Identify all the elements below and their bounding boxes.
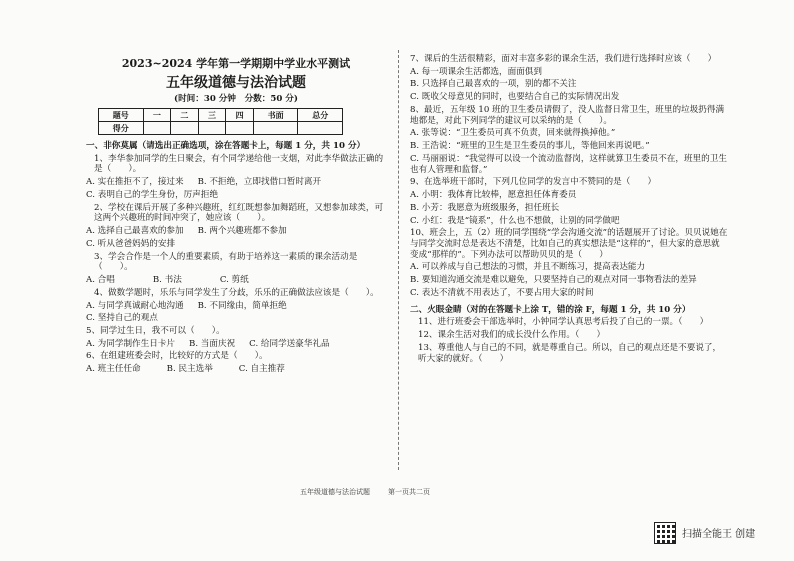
score-cell-empty xyxy=(298,121,343,134)
option-c: C. 听从爸爸妈妈的安排 xyxy=(86,238,176,249)
score-cell: 得分 xyxy=(99,121,144,134)
score-cell-empty xyxy=(171,121,199,134)
question-2: 2、学校在课后开展了多种兴趣班，红红既想参加舞蹈班，又想参加球类，可这两个兴趣班的时间冲突了，她应该（ ）。 xyxy=(94,202,384,224)
option-c: C. 给同学送豪华礼品 xyxy=(249,338,330,349)
question-4: 4、做数学题时，乐乐与同学发生了分歧，乐乐的正确做法应该是（ ）。 xyxy=(94,287,379,298)
option-c: C. 表达不清就不用表达了，不要占用大家的时间 xyxy=(410,287,594,298)
left-column xyxy=(86,57,386,375)
option-c: C. 表明自己的学生身份，厉声拒绝 xyxy=(86,189,219,200)
option-b: B. 王浩说：“班里的卫生是卫生委员的事儿，等他回来再说吧。” xyxy=(410,141,650,152)
question-13: 13、尊重他人与自己的不同，就是尊重自己。所以，自己的观点还是不要说了，听大家的就好。（ ） xyxy=(418,342,722,364)
section-heading: 一、非你莫属（请选出正确选项，涂在答题卡上，每题 1 分，共 10 分） xyxy=(86,140,366,151)
option-a: A. 选择自己最喜欢的参加 xyxy=(86,226,184,237)
footer-page-number: 第一页共二页 xyxy=(388,488,430,496)
question-10: 10、班会上，五（2）班的同学围绕“学会沟通交流”的话题展开了讨论。贝贝说她在与同学交流时总是表达不清楚，比如自己的真实想法是“这样的”，但大家的意思就变成“那样的”。下列办法可以帮助贝贝的是（ ） xyxy=(410,228,728,260)
option-b: B. 不同缘由，简单拒绝 xyxy=(197,300,287,311)
question-1-options xyxy=(86,177,386,188)
score-cell: 四 xyxy=(226,108,254,121)
score-cell-empty xyxy=(253,121,298,134)
qr-code-icon xyxy=(654,522,676,544)
question-1: 1、李华参加同学的生日聚会，有个同学递给他一支烟，对此李华做法正确的是（ ）。 xyxy=(94,153,384,175)
score-cell-empty xyxy=(198,121,226,134)
question-9: 9、在选举班干部时，下列几位同学的发言中不赞同的是（ ） xyxy=(410,177,657,188)
right-column xyxy=(410,52,728,364)
option-b: B. 当面庆祝 xyxy=(189,338,236,349)
question-12: 12、课余生活对我们的成长没什么作用。（ ） xyxy=(418,330,606,341)
score-cell: 三 xyxy=(198,108,226,121)
exam-title: 2023~2024 学年第一学期期中学业水平测试 xyxy=(121,57,351,70)
question-3: 3、学会合作是一个人的重要素质，有助于培养这一素质的课余活动是（ ）。 xyxy=(94,251,358,273)
option-a: A. 为同学制作生日卡片 xyxy=(86,338,176,349)
question-5: 5、同学过生日，我不可以（ ）。 xyxy=(86,326,225,336)
question-6: 6、在组建班委会时，比较好的方式是（ ）。 xyxy=(86,351,268,362)
subject-title: 五年级道德与法治试题 xyxy=(166,74,306,91)
option-a: A. 每一项课余生活都选，面面俱到 xyxy=(410,66,542,77)
question-7: 7、课后的生活很精彩，面对丰富多彩的课余生活，我们进行选择时应该（ ） xyxy=(410,54,717,64)
option-c: C. 马丽丽说：“我觉得可以设一个流动监督岗，这样就算卫生委员不在，班里的卫生也有人管理和监督。” xyxy=(410,153,727,175)
score-cell: 二 xyxy=(171,108,199,121)
score-cell: 题号 xyxy=(99,108,144,121)
option-a: A. 合唱 xyxy=(86,275,115,286)
score-cell-empty xyxy=(143,121,171,134)
option-a: A. 张等说：“卫生委员可真不负责，回来就得换掉他。” xyxy=(410,128,616,139)
option-b: B. 不拒绝，立即找借口暂时离开 xyxy=(197,177,322,188)
option-a: A. 实在推拒不了，接过来 xyxy=(86,177,184,188)
option-c: C. 自主推荐 xyxy=(238,364,285,375)
option-c: C. 小红：我是“镜系”，什么也不想做，让别的同学做吧 xyxy=(410,215,620,226)
page-footer xyxy=(300,487,430,497)
score-table-header-row xyxy=(99,108,343,121)
question-4-options xyxy=(86,301,386,312)
question-8: 8、最近，五年级 10 班的卫生委员请假了，没人监督日常卫生，班里的垃圾扔得满地都是，对此下列同学的建议可以采纳的是（ ）。 xyxy=(410,104,725,126)
question-5-options xyxy=(86,339,386,350)
option-c: C. 既收父母意见的同时，也要结合自己的实际情况出发 xyxy=(410,92,620,103)
option-b: B. 只选择自己最喜欢的一项，别的都不关注 xyxy=(410,79,577,90)
score-table xyxy=(98,108,343,135)
option-a: A. 小明：我体育比较棒，愿意担任体育委员 xyxy=(410,190,577,201)
exam-meta: (时间：30 分钟 分数：50 分) xyxy=(174,94,298,105)
score-table-score-row xyxy=(99,121,343,134)
score-cell-empty xyxy=(226,121,254,134)
option-b: B. 小芳：我愿意为班级服务，担任班长 xyxy=(410,202,560,213)
option-b: B. 书法 xyxy=(152,275,182,286)
option-b: B. 要知道沟通交流是难以避免，只要坚持自己的观点对同一事物看法的差异 xyxy=(410,275,697,286)
option-a: A. 与同学真诚耐心地沟通 xyxy=(86,300,184,311)
question-3-options xyxy=(86,275,386,286)
option-a: A. 班主任任命 xyxy=(86,364,141,375)
option-b: B. 两个兴趣班都不参加 xyxy=(197,226,287,237)
score-cell: 一 xyxy=(143,108,171,121)
footer-subject: 五年级道德与法治试题 xyxy=(300,488,370,496)
question-11: 11、进行班委会干部选举时，小钟同学认真思考后投了自己的一票。（ ） xyxy=(418,317,709,328)
option-c: C. 剪纸 xyxy=(219,275,249,286)
question-6-options xyxy=(86,364,386,375)
column-divider xyxy=(398,50,399,470)
section-heading: 二、火眼金睛（对的在答题卡上涂 T，错的涂 F，每题 1 分，共 10 分） xyxy=(410,304,691,315)
option-a: A. 可以养成与自己想法的习惯，并且不断练习，提高表达能力 xyxy=(410,262,646,273)
score-cell: 总分 xyxy=(298,108,343,121)
option-c: C. 坚持自己的观点 xyxy=(86,313,158,324)
option-b: B. 民主选举 xyxy=(166,364,213,375)
score-cell: 书面 xyxy=(253,108,298,121)
question-2-options xyxy=(86,226,386,237)
scanner-watermark: 扫描全能王 创建 xyxy=(682,529,756,540)
